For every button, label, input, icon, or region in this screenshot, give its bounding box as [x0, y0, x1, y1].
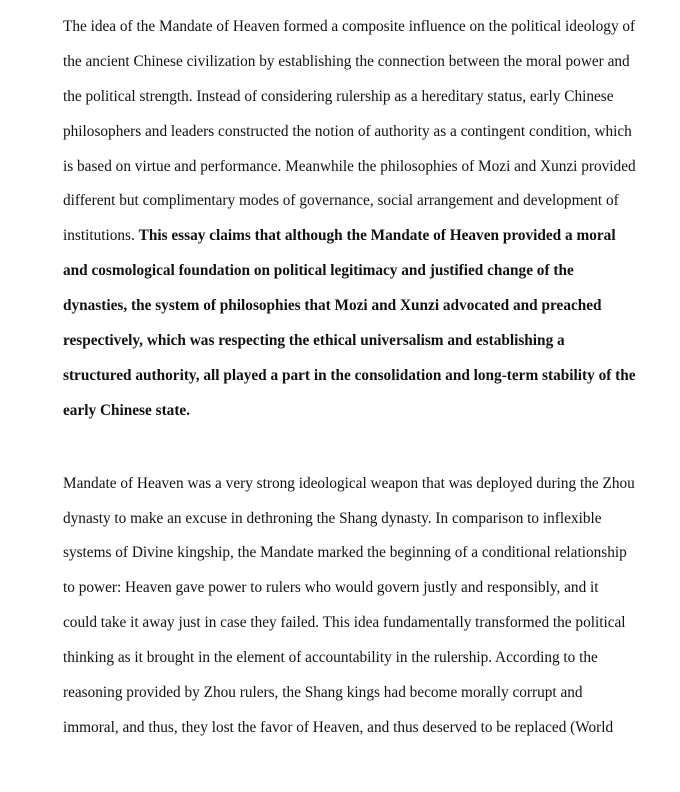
body-text: dynasty to make an excuse in dethroning the Shang dynasty. In comparison to inflexible [63, 509, 602, 527]
mandate-paragraph [63, 429, 653, 746]
body-text: thinking as it brought in the element of accountability in the rulership. According to the [63, 649, 598, 667]
body-text: institutions. [63, 227, 139, 245]
thesis-text: respectively, which was respecting the ethical universalism and establishing a [63, 332, 565, 350]
thesis-text: dynasties, the system of philosophies that Mozi and Xunzi advocated and preached [63, 297, 602, 315]
body-text: is based on virtue and performance. Meanwhile the philosophies of Mozi and Xunzi provided [63, 157, 636, 175]
body-text: different but complimentary modes of governance, social arrangement and development of [63, 192, 619, 210]
text-line [63, 80, 653, 115]
body-text: the political strength. Instead of considering rulership as a hereditary status, early Chinese [63, 87, 614, 105]
text-line [63, 219, 653, 254]
body-text: philosophers and leaders constructed the notion of authority as a contingent condition, which [63, 122, 632, 140]
text-line [63, 676, 653, 711]
thesis-text: structured authority, all played a part in the consolidation and long-term stability of the [63, 366, 636, 384]
text-line [63, 150, 653, 185]
document-page [63, 0, 653, 746]
text-line [63, 359, 653, 394]
body-text: could take it away just in case they failed. This idea fundamentally transformed the political [63, 614, 626, 632]
body-text: The idea of the Mandate of Heaven formed a composite influence on the political ideology of [63, 18, 636, 35]
text-line [63, 324, 653, 359]
text-line [63, 289, 653, 324]
text-line [63, 394, 653, 429]
body-text: to power: Heaven gave power to rulers who would govern justly and responsibly, and it [63, 579, 599, 597]
text-line [63, 254, 653, 289]
text-line [63, 711, 653, 746]
text-line [63, 467, 653, 502]
body-text: reasoning provided by Zhou rulers, the Shang kings had become morally corrupt and [63, 684, 583, 702]
text-line [63, 502, 653, 537]
text-line [63, 641, 653, 676]
thesis-text: early Chinese state. [63, 401, 191, 419]
text-line [63, 45, 653, 80]
intro-paragraph [63, 0, 653, 429]
text-line [63, 571, 653, 606]
body-text: immoral, and thus, they lost the favor of Heaven, and thus deserved to be replaced (World [63, 718, 614, 736]
thesis-text: This essay claims that although the Mandate of Heaven provided a moral [138, 227, 616, 245]
body-text: the ancient Chinese civilization by establishing the connection between the moral power and [63, 52, 630, 70]
thesis-text: and cosmological foundation on political legitimacy and justified change of the [63, 262, 574, 280]
text-line [63, 10, 653, 45]
text-line [63, 115, 653, 150]
text-line [63, 536, 653, 571]
body-text: systems of Divine kingship, the Mandate marked the beginning of a conditional relationship [63, 544, 627, 562]
text-line [63, 606, 653, 641]
text-line [63, 184, 653, 219]
body-text: Mandate of Heaven was a very strong ideological weapon that was deployed during the Zhou [63, 474, 635, 492]
